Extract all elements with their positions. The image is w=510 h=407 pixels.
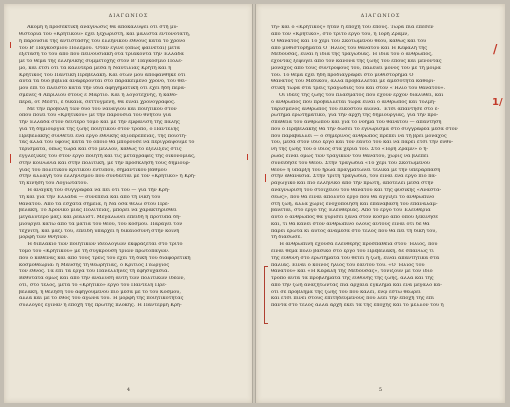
left-text-line: Ἡ ἀνάγκη τοῦ συγγραφέα νὰ πεῖ ὅτι τοῦ — γιὰ τὴν Κρή-	[27, 187, 170, 193]
red-mark-left-2	[10, 154, 11, 163]
right-text-line: ἀπὸ τὸν «Κρητικό», στὸ τρίτο ἔργο του, ἡ Ἰορὴ Ζρᾶμν,	[271, 31, 409, 37]
left-text-line: συλλογὲς ἔγιναν ἡ ἐποχὴ τῆς πρώτης πλοκῆς. Ἡ Παντέρμη Κρή-	[19, 303, 182, 309]
right-page-number: 5	[378, 387, 383, 393]
left-body-text	[19, 24, 238, 309]
left-text-line: σμένες 4 Ἀπριλίου στοὺς ἐ Μάρτιο. Καὶ ἡ λογοτέχνης, ἡ καθό-	[19, 93, 178, 98]
left-text-line: τας ἀλλὰ τοῦ ὕφους κατὰ τὸ ὁποῖο θὰ μπορούσε νὰ περιγράψουμε τὸ	[19, 140, 195, 146]
left-text-line: Ἀκόμη ἡ προσεκτικὴ ἀνάγνωσις θὰ ἀποκαλύψει ὅτι στὴ μυ-	[27, 25, 179, 31]
left-text-line: μο, καὶ ἔτσι ὅτι τὰ καλύτερα μέσα ἡ Ναυτιλίας Κρήτη καὶ ἡ	[19, 65, 172, 71]
right-text-line: βάνεται, στὸ ἔργο τῆς Ἐλευθερίας. Ἀπὸ τὸ ἔργο τοῦ Ἐλευθερία	[271, 208, 431, 214]
left-text-line: στὴν ἀλλαγὴ τοῦ ἑλληνισμοῦ ποὺ συνδέεται μὲ τὸν «Κρητικὸ» ἡ Κρή-	[19, 174, 196, 180]
left-text-line: ποὺ ὁ καθένας καὶ ἀπὸ τοὺς τρεῖς τοῦ ἔχει τὴ δική του διαφορετική	[19, 255, 191, 261]
left-text-line: ὅπου ποιεῖ τοῦ «Κρητικοῦ» μὲ τὴν παρουσία τοῦ θνήτου γιὰ	[19, 113, 172, 119]
left-text-line: τη καὶ γιὰ τὴν Ἑλλάδα — συνέπεια καὶ ἀπὸ τὴ νικὴ τοῦ	[19, 194, 161, 200]
right-text-line: σεως», ποὺ θὰ εἶναι ἀπόλυτο ἔργο ποὺ θὰ ἀγγίξει τὸ ἀνθρώπινο	[271, 194, 435, 200]
left-text-line: στὴν κοινωνία καὶ στὴν πολιτική, μὲ τὴν πρόσκλησή τους δημιουρ-	[19, 160, 191, 166]
left-text-line: Μὲ τὴν προβολὴ τῶν δύο τοῦ ναυαγίου καὶ ποιητικοῦ στὸν	[27, 106, 177, 112]
right-text-line: στικὴ τώρα στὰ τρεῖς τραγωδίες του καὶ στὸν «Ἥλιο τοῦ θανάτου».	[271, 86, 446, 92]
right-text-line: ρωας εἶναι ὅμως τῶν τραγικῶν τοῦ θανάτου, χωρὶς νὰ βλέπει	[271, 154, 429, 160]
right-text-line: ποὺ ὁ Πρεβελάκης θὰ τὴν δώσει τὸ ἐγνώρισμα στὸ συγγραφέα μέσα στὸν	[271, 126, 458, 132]
left-text-line: ἡ παρουσία τῆς ἀντίστασης τοῦ ἑλληνικοῦ ἔθνους κατὰ τὸ χρόνο	[19, 38, 186, 44]
right-text-line: πάρει ἔρωτα κι αὐτὸς ἀνάμεσα στὸ τέλος ποὺ θὰ πεῖ τὴ δική του,	[271, 228, 437, 234]
left-text-line: Πρεβελάκης συνθέτει ἕνα ἔργο ἐθνικῆς ἀξιοπρέπειας, τῆς ποιότη-	[19, 133, 187, 139]
red-margin-mark-1: /	[493, 42, 498, 56]
right-text-line: ἀπὸ μυθιστορήματα Ὁ Ἥλιος τοῦ θανάτου καὶ Ἡ Κεφαλὴ τῆς	[271, 45, 428, 51]
left-text-line: Βεθύτατα ὅμως καὶ ἀπὸ τὴν ἀνάλυση αὐτῆ τῶν πολιτικῶν ἰδεῶν,	[19, 276, 186, 282]
right-text-line: παλιὰς. Εἶναι ὁ κοινὸς ἦλιος τοῦ ἑαυτοῦ τοῦ. «Ὁ Ἥλιος τοῦ	[271, 262, 425, 268]
right-text-line: ἔχοντας ξεφύγει ἀπὸ τὸν κανόνα τῆς ζωῆς τοῦ ἔπους καὶ μένοντας	[271, 59, 442, 65]
left-text-line: μιουργεῖ κάτω ἀπὸ τὰ μάτια τοῦ θεοῦ, τοῦ κόσμου. Παράγει τὸν	[19, 221, 183, 227]
right-running-header: ΔΙΑΓΩΝΙΟΣ	[360, 13, 401, 19]
right-text-line: ὁ ἄνθρωπος ποὺ προβάλλεται τώρα εἶναι ὁ ἄνθρωπος καὶ τολμη-	[271, 99, 436, 105]
left-text-line: μεγαλύτερο μαζὶ καὶ ρεαλιστ. Μεγαλώνει ἐπειδὴ ἡ πρότυπα δη-	[19, 215, 181, 221]
right-text-line: ποὺ παραβάλλει — ὁ σημερινὸς ἄνθρωπος πρέπει νὰ τὴ βρεῖ μοναχός	[271, 133, 447, 139]
right-text-line: μοναχὸς ἀπὸ τοὺς συντρόφους του, παλεύει μόνος του μὲ τὴ μοῖρα	[271, 65, 441, 71]
left-text-line: ὅτι, στὸ τέλος, μετὰ τὸ «Κρητικὸ» ἔργο τοῦ Παντελῆ Πρε-	[19, 282, 167, 288]
red-bracket-mark	[264, 266, 268, 324]
right-text-line: τὴ διάσωσε.	[271, 235, 302, 241]
right-text-line: θεοῦ» ἡ ὕπαρξη τοῦ ἥρωα πραγματώνει τελικὰ μὲ τὴν ὑπεράρπαση	[271, 167, 441, 173]
right-page	[256, 4, 505, 403]
left-text-line: γιὰ τὴ δημιουργία τῆς ζωῆς ποιητικοῦ στὸν τρόπο, ὁ Παντελῆς	[19, 126, 180, 132]
left-running-header: ΔΙΑΓΩΝΙΟΣ	[108, 13, 149, 19]
right-text-line: στὴν ἀθανασία. Στὴν τρίτη τραγωδία, τοῦ εἶναι ἕνα ἔργο πιὸ πα-	[271, 174, 437, 180]
left-text-line: τεχνίτη, καὶ μαζί του, ἐπειδὴ ὑπάρχει ἡ δικαιοσύνη στὴν κοινὴ	[19, 228, 180, 234]
right-text-line: ρώτημα ἐρωτηματικό, γιὰ τὴν ἀρχὴ τῆς δημιουργίας, γιὰ τὴν προ-	[271, 113, 439, 119]
left-text-line: περα, ὅτ Μέστι, ἐ δίκαια, σεττυγμένη, θὰ εἶναι χρονογράφος.	[19, 99, 176, 105]
right-text-line: ἀπὸ τὴν ζωὴ ἀναζητώντας πιὰ ἀρχαῖα ἔγκλημα καὶ ἕνα μεγάλο κα-	[271, 282, 442, 288]
right-text-line: Οἱ ἰδέες τῆς ζωῆς τοῦ πλάσματος ποὺ ἔχουν ἔρχον διαλυθεῖ, καὶ	[279, 93, 444, 98]
left-page-number: 4	[126, 387, 131, 393]
red-mark-left-3	[247, 154, 248, 160]
left-text-line: τερίσματα, ὅπως τώρα καὶ στὸ μέλλον, καθὼς τὸ ἐξελίξεις στὶς	[19, 147, 182, 153]
right-text-line: ὅτι σὲ πρόβλημα τῆς ζωῆς του ποὺ καλεῖ, ἐνῷ ἔστω θεωρεῖ	[271, 289, 421, 295]
right-text-line: αὐτὸ ὁ ἄνθρωπος θὰ γυρίσει ξανὰ στὸν κόσμο ἀπὸ ὅπου ξεκίνησε	[271, 215, 438, 221]
left-text-line: εξέταση τὸ τοῦ ἀπὸ ποῦ πεινουσιακή ὅτα τριάκοντα τὴν Ἐλλάδα	[19, 52, 184, 58]
right-text-line: του. Τὸ θέμα ἔχει ἤδη προδιαγραφεῖ στὸ μυθιστόρημα Ὁ	[271, 72, 414, 78]
right-text-line: καὶ ἔτσι πίνει στοὺς ἐπιτηδευμένους ποὺ λέει τὴν ἐποχή τῆς ἐπὶ	[271, 296, 435, 302]
right-body-text	[271, 24, 490, 309]
right-text-line: θανάτου» καὶ «Ἡ Κεφαλὴ τῆς Μέδουσας», τονίζουν μὲ τὸν ἴδιο	[271, 269, 433, 275]
right-text-line: τη» καὶ ὁ «Κρητικὸς» ἦταν ἡ ἐποχὴ τοῦ ἔπους. Τώρα πιὰ ἔπεσεν	[271, 25, 434, 31]
right-text-line: καὶ, τι θὰ κάνει στὸν ἀνθρώπινο ὅλους αὐτοὺς εἶναι ὅτι δὲ θὰ	[271, 221, 430, 227]
red-margin-mark-2: 1/	[492, 97, 503, 108]
left-text-line: βελάκη, ἡ θέληση τοῦ ἀφηγουμένου πιὸ μέσα μὲ τὸ τοῦ Κόσμου,	[19, 289, 181, 295]
red-mark-left-1	[10, 42, 11, 48]
right-text-line: Μέδουσας, εἶναι ἡ ἴδια τῆς τραγωδίας. Ἡ ἴδια τοῦ ὁ ἄνθρωπος,	[271, 52, 433, 58]
right-text-line: συνείδησέ τοῦ Θεοῦ. Στὴν τραγωδία «Τὸ χέρι τοῦ Σκοτωμένου	[271, 160, 430, 166]
left-text-line: τόμο τοῦ «Κρητικοῦ» μὲ τὴ σύγκρουση τριῶν πρωτοπαγῶν.	[19, 248, 170, 254]
right-text-line: στὴ ζωή, ἀλλὰ χωρὶς ἐνοχοποίηση καὶ ἐπανάβαση τοῦ ἐπαναλαμ-	[271, 201, 438, 207]
right-text-line: νη τῆς ζωῆς του ὁ ἴδιος στὰ χέρια του. Στὸ «Ἰορὴ Ζρᾶμν» ὁ ἥ-	[271, 147, 429, 153]
right-text-line: Θάνατος τοῦ Μέδικου, ἀλλὰ προβάλλεται μὲ ἀμεσότητα καθορι-	[271, 79, 436, 85]
left-text-line: τὸν ἔθνος. Τὰ ἐπὶ τὰ ἔργα τοῦ Πανελλήνες τὴ ἐφησυχασία.	[19, 269, 170, 275]
right-text-line: τῆς εὐθύνη στὸ ἐρωτήματα τοῦ θέτει ἡ ζωή, εἶναι ἀπαντητικὰ στὰ	[271, 255, 440, 261]
left-text-line: Ἡ διπλάκιο τῶν ποιητικῶν ἰδεολογιῶν ἐκφράζεται στὸ τρίτο	[27, 242, 183, 248]
left-text-line: ἐγγλέζικες τοῦ στὸν ἔργο ποιητή καὶ τὶς μεταγραφὲς τῆς οἰκονομίας,	[19, 154, 196, 160]
right-text-line: τρόπο αὐτὰ τὰ προβλήματα τῆς εὐθύνης τῆς ζωῆς, ἀλλὰ καὶ τῆς	[271, 276, 434, 282]
right-text-line: Ὁ Θάνατος καὶ Τὸ χέρι τοῦ Σκοτωμένου θεοῦ, καθὼς καὶ τοῦ	[271, 38, 427, 44]
left-text-line: μορφὴ τῶν θνητῶν.	[19, 235, 69, 241]
left-text-line: τοῦ Β' Παγκοσμίου Πολέμου. Ὅταν ἔγινε (ὅπως φαίνεται) μετὰ	[19, 45, 181, 51]
left-text-line: μὲ τὸ θέμα τῆς ἐλληνικῆς συμμετοχῆς στὸν Β' Παγκόσμιο Πόλε-	[19, 59, 183, 65]
right-text-line: του, μέσα στὸν ἴδιο ἔργο καὶ τὸν ἑαυτό του καὶ νὰ πάρει ἔτσι τὴν εὐθύ-	[271, 140, 454, 146]
right-text-line: εἶναι θέμα πολὺ βασικό στὸ ἔργο τοῦ Πρεβελάκη, δὲ σπανίως τί	[271, 248, 434, 254]
left-text-line: τὴν Ἑλλάδα στὸν δεύτερο τόμο καὶ μὲ τὴν ἐμφάνιση τῆς πάλης	[19, 120, 180, 126]
left-text-line: κοσμοθεωρία: ἡ Μαυσῆς τῆ θεωρητίας, ὁ Κρίτιος Γεώργιος	[19, 262, 170, 268]
red-mark-right-1	[265, 174, 266, 182]
left-page	[4, 4, 253, 403]
left-text-line: αὐτὰ τὰ δύο βιβλία ἀναφέρονται στὸ παρακείμενο χρόνο, τοῦ θεί-	[19, 79, 187, 85]
right-text-line: σπάθεια τοῦ ἀνθρώπου καὶ γιὰ τὸ νόημα τοῦ θανάτου — ἀπάντηση	[271, 120, 442, 126]
right-text-line: ταρισμένος ἄνθρωπος τοῦ εἰκοστοῦ αἰῶνα. Ἔτσι ἀπάντησε στὸ ἐ-	[271, 106, 440, 112]
right-text-line: Ἡ ἀνθρώπινη ἔχουσα ἐλεύθερης προσπαθεία στοῦ Ἥλιος, ποὺ	[279, 242, 438, 248]
left-text-line: τη κίνηση τοῦ Λογιώτατου.	[19, 181, 89, 187]
right-text-line: ἀναγνώριση τοῦ στοιχείου τοῦ θανάτου καὶ τῆς φυσικῆς «Ἀναστά-	[271, 187, 442, 193]
left-text-line: Κρητικὸς τοῦ Παντικῆ Πρεβέλακη. Καὶ ὅτων μοῦ ἀποφάνθηκε ὅτι	[19, 72, 186, 78]
left-text-line: γίας τοῦ πολιτικοῦ κριτικοῦ ἐντύπου, σημαντικοῦ βαθμοῦ	[19, 167, 167, 173]
right-text-line: ραγωγικὸ καὶ πιὸ ἐλληνικό ἀπὸ τὴν πρώτη, ἀποτελεῖ μέσα στὴν	[271, 181, 434, 187]
left-text-line: θανάτου. Ἀπὸ τὰ ἔσχατα σημεῖα, ἡ Νὰ ὅσα θέλω στοῦ Πρε-	[19, 201, 170, 207]
left-text-line: μου ἐπὶ τὸ πλεῖστο κατὰ τὴν ἴδια ἀφηγηματικὴ ὅτι ἔχει ἤδη περά-	[19, 86, 186, 92]
left-text-line: ἀλλὰ καὶ μὲ τὸ ἔθος τοῦ ἀγώνα τοῦ. Ἡ μορφὴ τῆς ποιητικότητας	[19, 296, 184, 302]
left-text-line: βελάκη, Τὸ Χρονικὸ μιᾶς Πολιτείας, μπορεῖ νὰ χαρακτηρισθεῖ	[19, 208, 177, 214]
right-text-line: πάντα στὸ τέλος ἀλλὰ ἀρχὴ ἐκεῖ τὰ τῆς ἐποχῆς καὶ τὸ μέλλον τοῦ ἡ	[271, 303, 444, 309]
left-text-line: θιστορία τοῦ «Κρητικοῦ» ἔχει ξεχωριστή, καὶ μάλιστα ἐντονότατη,	[19, 31, 191, 37]
